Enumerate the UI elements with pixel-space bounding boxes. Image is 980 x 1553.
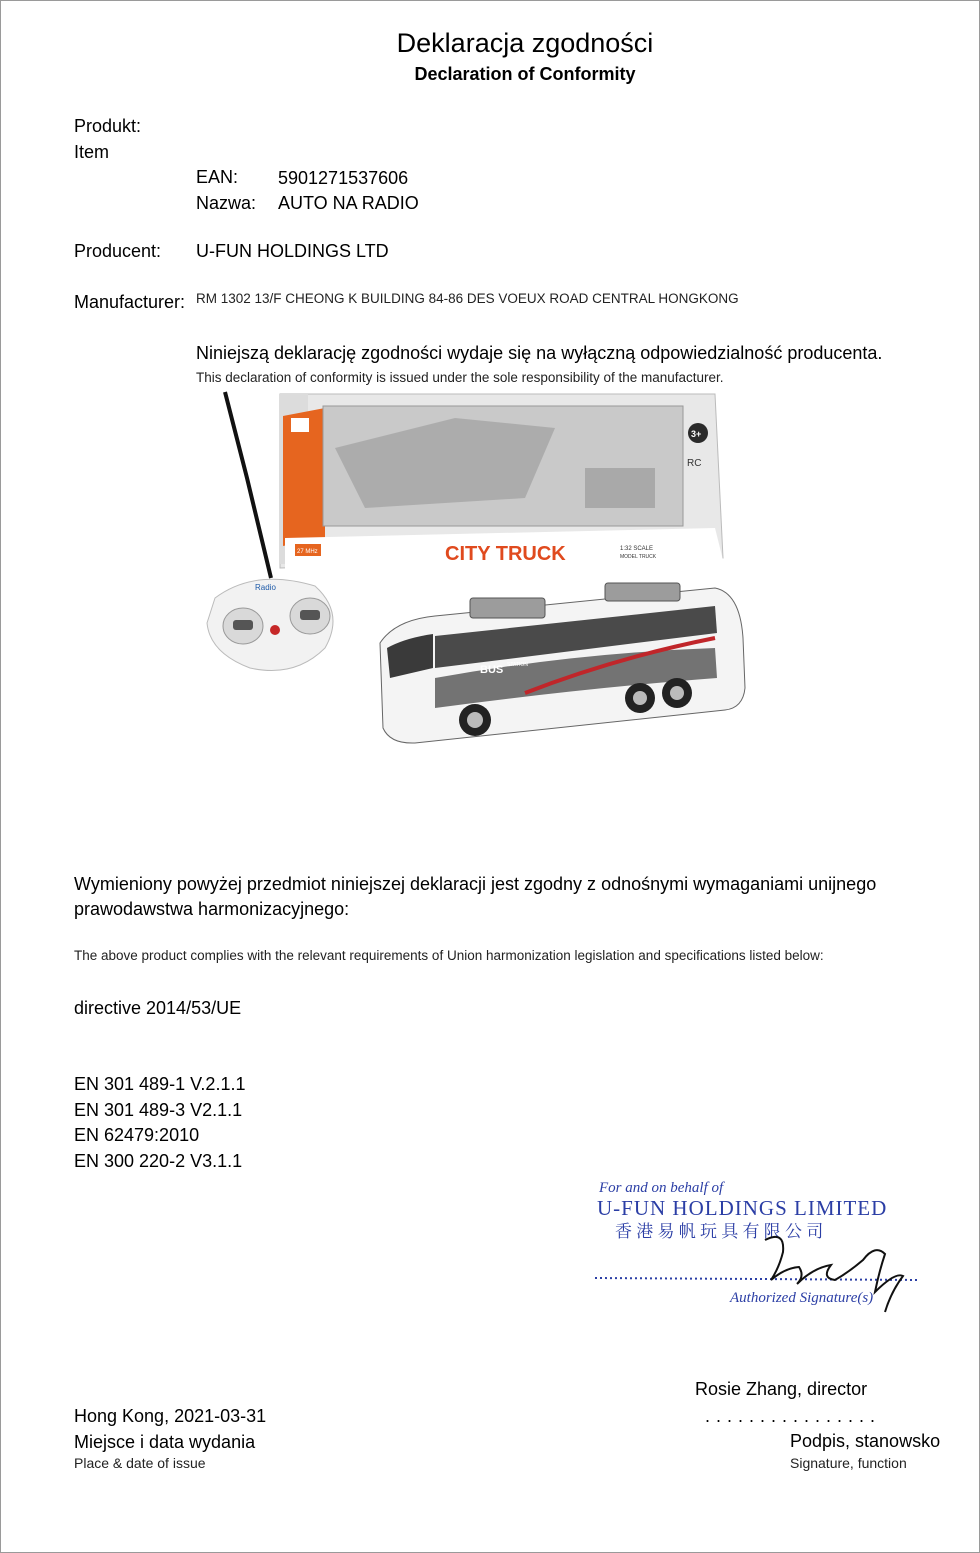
standard-2: EN 301 489-3 V2.1.1 <box>74 1100 243 1120</box>
signature-dots: . . . . . . . . . . . . . . . . <box>705 1406 876 1426</box>
product-label-en: Item <box>74 142 110 162</box>
standard-4: EN 300 220-2 V3.1.1 <box>74 1151 243 1171</box>
sign-label-en: Signature, function <box>790 1455 907 1471</box>
box-age-text: 3+ <box>691 429 702 439</box>
place-label-pl: Miejsce i data wydania <box>74 1432 256 1452</box>
product-box <box>280 394 723 570</box>
remote-label: Radio <box>255 583 276 592</box>
stamp-line2: U-FUN HOLDINGS LIMITED <box>597 1196 888 1220</box>
sign-label-pl: Podpis, stanowsko <box>790 1431 941 1451</box>
place-date: Hong Kong, 2021-03-31 <box>74 1406 267 1426</box>
stamp-line4: Authorized Signature(s) <box>730 1290 874 1306</box>
ean-label: EAN: <box>196 167 239 187</box>
compliance-pl-line2: prawodawstwa harmonizacyjnego: <box>74 899 350 919</box>
toy-bus <box>380 583 745 743</box>
company-stamp <box>585 1172 935 1322</box>
responsibility-en: This declaration of conformity is issued under the sole responsibility of the manufacturer. <box>196 370 724 385</box>
box-freq-text: 27 MHz <box>297 549 318 555</box>
document-title: Deklaracja zgodności <box>396 28 654 58</box>
directive: directive 2014/53/UE <box>74 998 242 1018</box>
ean-value: 5901271537606 <box>278 168 409 188</box>
box-model-text: MODEL TRUCK <box>620 554 657 560</box>
stamp-line3: 香 港 易 帆 玩 具 有 限 公 司 <box>615 1222 824 1241</box>
box-rc-text: RC <box>687 458 702 469</box>
producer-name: U-FUN HOLDINGS LTD <box>196 241 389 261</box>
document-subtitle: Declaration of Conformity <box>414 64 636 84</box>
signer-name: Rosie Zhang, director <box>695 1379 868 1399</box>
compliance-pl-line1: Wymieniony powyżej przedmiot niniejszej deklaracji jest zgodny z odnośnymi wymaganiami unijnego <box>74 874 877 894</box>
compliance-en: The above product complies with the relevant requirements of Union harmonization legislation and specifications listed below: <box>74 948 824 963</box>
product-label-pl: Produkt: <box>74 116 142 136</box>
standard-3: EN 62479:2010 <box>74 1125 200 1145</box>
name-label: Nazwa: <box>196 193 257 213</box>
box-brand-text: CITY TRUCK <box>445 543 566 565</box>
bus-label: BUS <box>480 664 504 676</box>
stamp-line1: For and on behalf of <box>599 1180 724 1196</box>
standard-1: EN 301 489-1 V.2.1.1 <box>74 1074 246 1094</box>
antenna-wire <box>225 392 271 578</box>
producer-label: Producent: <box>74 241 162 261</box>
stamp-dotted-line <box>595 1278 920 1280</box>
box-scale-text: 1:32 SCALE <box>620 546 654 552</box>
responsibility-pl: Niniejszą deklarację zgodności wydaje się na wyłączną odpowiedzialność producenta. <box>196 343 883 363</box>
manufacturer-label: Manufacturer: <box>74 292 186 312</box>
product-photo <box>195 388 755 770</box>
manufacturer-address: RM 1302 13/F CHEONG K BUILDING 84-86 DES VOEUX ROAD CENTRAL HONGKONG <box>196 291 739 306</box>
place-label-en: Place & date of issue <box>74 1455 206 1471</box>
name-value: AUTO NA RADIO <box>278 193 419 213</box>
bus-label-small: STATION <box>507 662 528 668</box>
remote-control <box>207 579 333 670</box>
